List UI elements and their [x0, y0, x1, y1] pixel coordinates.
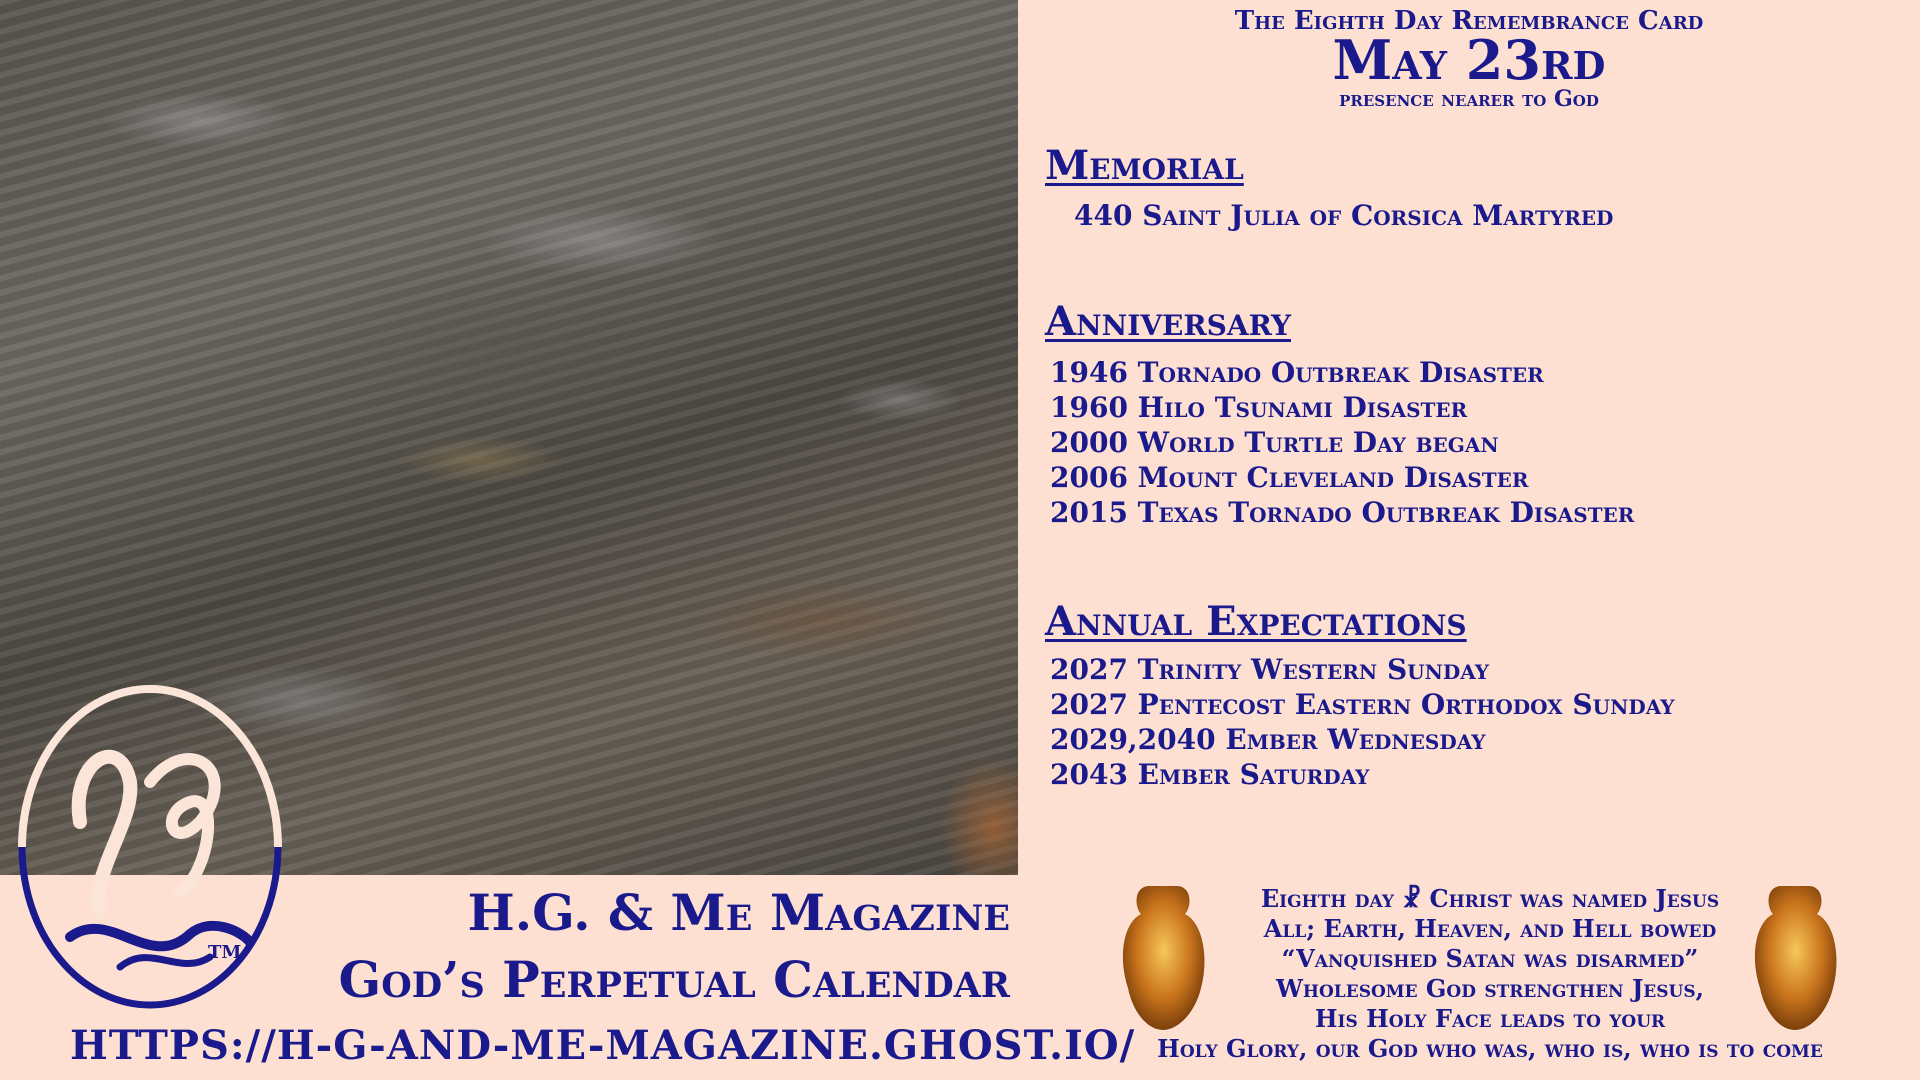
- list-item: 1960 Hilo Tsunami Disaster: [1050, 391, 1468, 424]
- expectations-title: Annual Expectations: [1045, 598, 1467, 645]
- list-item: 1946 Tornado Outbreak Disaster: [1050, 356, 1544, 389]
- list-item: 2015 Texas Tornado Outbreak Disaster: [1050, 496, 1635, 529]
- expectations-list: [1050, 652, 1675, 792]
- list-item: 2006 Mount Cleveland Disaster: [1050, 461, 1529, 494]
- verse-line: [1100, 884, 1880, 914]
- verse-line-end: Christ was named Jesus: [1429, 884, 1720, 913]
- memorial-title: Memorial: [1045, 142, 1244, 189]
- card-subtitle: presence nearer to God: [1339, 86, 1599, 112]
- list-item: 2043 Ember Saturday: [1050, 758, 1370, 791]
- chi-rho-icon: ☧: [1402, 884, 1422, 913]
- verse-line: Wholesome God strengthen Jesus,: [1275, 974, 1705, 1003]
- card-date: May 23rd: [1332, 28, 1606, 92]
- list-item: 2000 World Turtle Day began: [1050, 426, 1499, 459]
- verse-line-start: Eighth day: [1260, 884, 1394, 913]
- card-header: The Eighth Day Remembrance Card: [1234, 6, 1704, 36]
- verse-line: “Vanquished Satan was disarmed”: [1281, 944, 1699, 973]
- list-item: 440 Saint Julia of Corsica Martyred: [1074, 199, 1614, 232]
- calendar-name: God’s Perpetual Calendar: [338, 950, 1010, 1009]
- magazine-url[interactable]: HTTPS://H-G-AND-ME-MAGAZINE.GHOST.IO/: [70, 1022, 1136, 1069]
- trademark-mark: TM: [208, 942, 242, 963]
- list-item: 2027 Pentecost Eastern Orthodox Sunday: [1050, 688, 1675, 721]
- memorial-list: [1074, 198, 1613, 233]
- hg-and-me-logo: [10, 672, 290, 1012]
- anniversary-title: Anniversary: [1045, 298, 1291, 345]
- verse-line: All; Earth, Heaven, and Hell bowed: [1263, 914, 1717, 943]
- list-item: 2029,2040 Ember Wednesday: [1050, 723, 1486, 756]
- verse-line: His Holy Face leads to your: [1314, 1004, 1666, 1033]
- list-item: 2027 Trinity Western Sunday: [1050, 653, 1490, 686]
- verse-block: [1100, 884, 1880, 1064]
- magazine-name: H.G. & Me Magazine: [467, 883, 1010, 942]
- verse-line: Holy Glory, our God who was, who is, who is to come: [1157, 1034, 1823, 1063]
- anniversary-list: [1050, 355, 1634, 530]
